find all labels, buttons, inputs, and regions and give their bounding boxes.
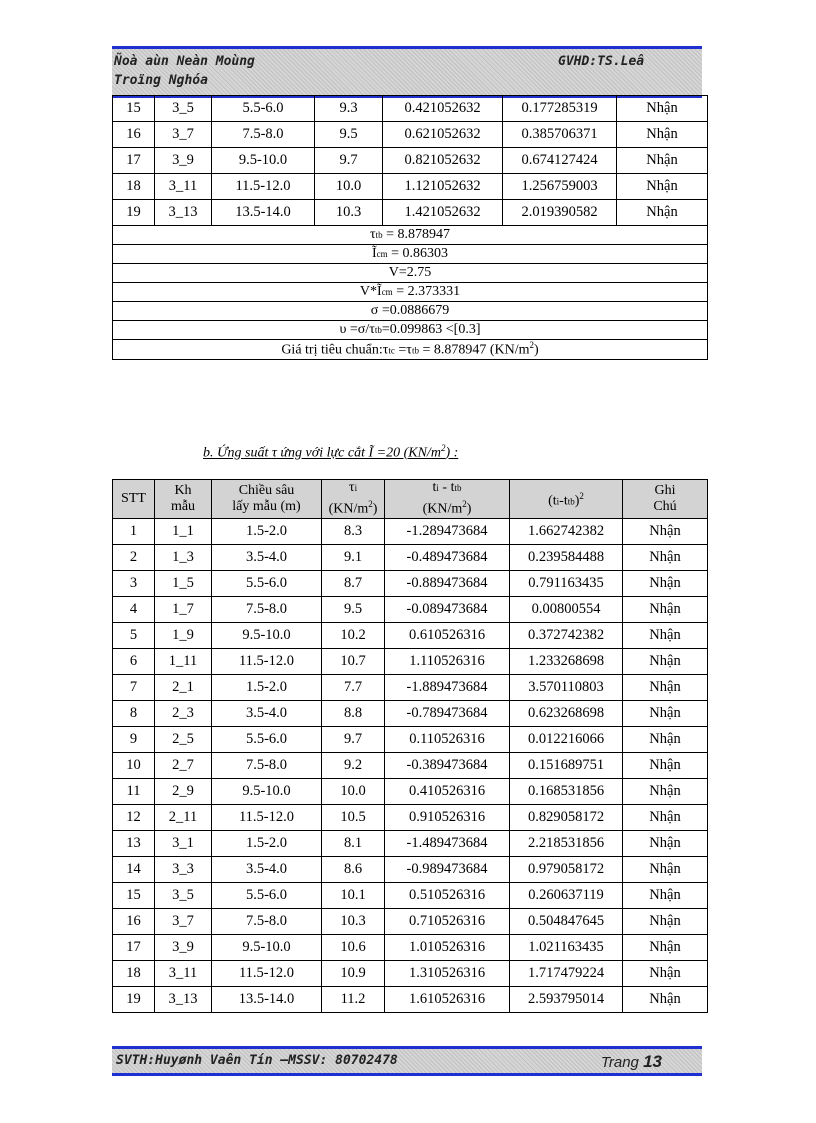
- page-footer: [112, 1046, 702, 1076]
- cell-depth: 5.5-6.0: [212, 726, 322, 752]
- cell-depth: 7.5-8.0: [212, 596, 322, 622]
- cell-depth: 9.5-10.0: [212, 934, 322, 960]
- cell-square: 0.504847645: [510, 908, 623, 934]
- table-row: [113, 622, 708, 648]
- cell-tau: 10.5: [322, 804, 385, 830]
- cell-sample: 3_11: [155, 960, 212, 986]
- cell-depth: 7.5-8.0: [212, 752, 322, 778]
- cell-stt: 13: [113, 830, 155, 856]
- cell-tau: 10.0: [322, 778, 385, 804]
- table-row: [113, 200, 708, 226]
- cell-tau: 8.1: [322, 830, 385, 856]
- cell-diff: -1.489473684: [385, 830, 510, 856]
- cell-sample: 1_7: [155, 596, 212, 622]
- header-course-title: Ñoà aùn Neàn Moùng: [114, 54, 255, 69]
- cell-square: 1.021163435: [510, 934, 623, 960]
- table-row: [113, 148, 708, 174]
- cell-tau: 8.7: [322, 570, 385, 596]
- cell-depth: 13.5-14.0: [212, 200, 315, 226]
- cell-sample: 3_7: [155, 908, 212, 934]
- col-header-note: Ghi Chú: [623, 480, 708, 519]
- cell-square: 0.829058172: [510, 804, 623, 830]
- table-shear-stress-body: [113, 518, 708, 1012]
- cell-depth: 9.5-10.0: [212, 778, 322, 804]
- header-instructor: GVHD:TS.Leâ: [558, 54, 645, 69]
- cell-tau: 9.3: [315, 96, 383, 122]
- cell-note: Nhận: [623, 882, 708, 908]
- cell-tau: 10.9: [322, 960, 385, 986]
- cell-tau: 9.1: [322, 544, 385, 570]
- cell-note: Nhận: [617, 96, 708, 122]
- cell-stt: 9: [113, 726, 155, 752]
- cell-sample: 2_11: [155, 804, 212, 830]
- table-row: [113, 648, 708, 674]
- table-row: [113, 518, 708, 544]
- cell-depth: 11.5-12.0: [212, 174, 315, 200]
- table-continuation: [112, 95, 708, 360]
- cell-depth: 5.5-6.0: [212, 882, 322, 908]
- cell-tau: 8.3: [322, 518, 385, 544]
- cell-diff: 0.410526316: [385, 778, 510, 804]
- cell-stt: 11: [113, 778, 155, 804]
- cell-stt: 16: [113, 908, 155, 934]
- cell-note: Nhận: [623, 856, 708, 882]
- cell-note: Nhận: [623, 570, 708, 596]
- cell-diff: 0.621052632: [383, 122, 503, 148]
- cell-sample: 3_9: [155, 934, 212, 960]
- summary-standard-value: Giá trị tiêu chuẩn:τtc =τtb = 8.878947 $(KN/m^2)$: [113, 340, 708, 360]
- cell-diff: 1.110526316: [385, 648, 510, 674]
- footer-page-number: Trang 13: [600, 1052, 662, 1071]
- cell-stt: 5: [113, 622, 155, 648]
- cell-note: Nhận: [623, 726, 708, 752]
- table-row: [113, 830, 708, 856]
- cell-note: Nhận: [623, 518, 708, 544]
- cell-note: Nhận: [623, 908, 708, 934]
- cell-sample: 2_1: [155, 674, 212, 700]
- cell-tau: 10.6: [322, 934, 385, 960]
- cell-diff: 1.610526316: [385, 986, 510, 1012]
- cell-note: Nhận: [623, 804, 708, 830]
- cell-tau: 10.2: [322, 622, 385, 648]
- cell-square: 1.256759003: [503, 174, 617, 200]
- cell-tau: 9.7: [315, 148, 383, 174]
- cell-diff: 0.821052632: [383, 148, 503, 174]
- cell-note: Nhận: [623, 778, 708, 804]
- summary-row: [113, 340, 708, 360]
- cell-depth: 13.5-14.0: [212, 986, 322, 1012]
- table-row: [113, 778, 708, 804]
- footer-student-info: SVTH:Huyønh Vaên Tín –MSSV: 80702478: [116, 1053, 398, 1068]
- cell-diff: -0.789473684: [385, 700, 510, 726]
- cell-tau: 9.5: [315, 122, 383, 148]
- table-continuation-body: [113, 96, 708, 360]
- cell-stt: 17: [113, 934, 155, 960]
- table-row: [113, 752, 708, 778]
- cell-sample: 1_1: [155, 518, 212, 544]
- cell-stt: 3: [113, 570, 155, 596]
- cell-depth: 7.5-8.0: [212, 122, 315, 148]
- cell-square: 1.662742382: [510, 518, 623, 544]
- cell-depth: 7.5-8.0: [212, 908, 322, 934]
- cell-stt: 18: [113, 174, 155, 200]
- col-header-stt: STT: [113, 480, 155, 519]
- cell-sample: 3_3: [155, 856, 212, 882]
- summary-nu: υ =σ/τtb=0.099863 <[0.3]: [113, 321, 708, 340]
- cell-depth: 5.5-6.0: [212, 570, 322, 596]
- summary-row: [113, 226, 708, 245]
- cell-stt: 16: [113, 122, 155, 148]
- cell-tau: 10.3: [315, 200, 383, 226]
- cell-sample: 3_7: [155, 122, 212, 148]
- cell-depth: 11.5-12.0: [212, 960, 322, 986]
- cell-note: Nhận: [617, 122, 708, 148]
- cell-depth: 1.5-2.0: [212, 830, 322, 856]
- cell-square: 2.218531856: [510, 830, 623, 856]
- cell-sample: 3_13: [155, 200, 212, 226]
- col-header-tau: τi $(KN/m^2)$: [322, 480, 385, 519]
- cell-diff: 0.421052632: [383, 96, 503, 122]
- cell-diff: 1.121052632: [383, 174, 503, 200]
- cell-stt: 7: [113, 674, 155, 700]
- cell-sample: 3_1: [155, 830, 212, 856]
- cell-sample: 3_13: [155, 986, 212, 1012]
- cell-sample: 3_5: [155, 96, 212, 122]
- table-row: [113, 934, 708, 960]
- cell-square: 1.233268698: [510, 648, 623, 674]
- summary-row: [113, 245, 708, 264]
- cell-diff: -0.989473684: [385, 856, 510, 882]
- cell-stt: 2: [113, 544, 155, 570]
- header-author: Troïng Nghóa: [114, 73, 208, 88]
- cell-note: Nhận: [623, 544, 708, 570]
- table-row: [113, 674, 708, 700]
- cell-depth: 1.5-2.0: [212, 518, 322, 544]
- cell-square: 0.151689751: [510, 752, 623, 778]
- cell-stt: 10: [113, 752, 155, 778]
- cell-sample: 2_5: [155, 726, 212, 752]
- cell-stt: 4: [113, 596, 155, 622]
- cell-depth: 9.5-10.0: [212, 622, 322, 648]
- table-row: [113, 122, 708, 148]
- cell-diff: -0.489473684: [385, 544, 510, 570]
- cell-square: 2.593795014: [510, 986, 623, 1012]
- table-row: [113, 856, 708, 882]
- table-row: [113, 908, 708, 934]
- cell-square: 0.979058172: [510, 856, 623, 882]
- cell-tau: 10.0: [315, 174, 383, 200]
- cell-depth: 11.5-12.0: [212, 804, 322, 830]
- cell-stt: 17: [113, 148, 155, 174]
- page-header: [112, 46, 702, 98]
- summary-icm: Ĩcm = 0.86303: [113, 245, 708, 264]
- cell-diff: -0.089473684: [385, 596, 510, 622]
- cell-note: Nhận: [623, 596, 708, 622]
- table-header-row: [113, 480, 708, 519]
- cell-square: 0.385706371: [503, 122, 617, 148]
- cell-note: Nhận: [617, 200, 708, 226]
- cell-tau: 11.2: [322, 986, 385, 1012]
- table-row: [113, 596, 708, 622]
- summary-row: [113, 302, 708, 321]
- cell-sample: 1_11: [155, 648, 212, 674]
- section-caption: b. Ứng suất τ ứng với lực cắt Ĩ =20 $(KN/m^2)$ :: [203, 443, 459, 461]
- cell-note: Nhận: [623, 830, 708, 856]
- cell-note: Nhận: [623, 648, 708, 674]
- cell-note: Nhận: [623, 700, 708, 726]
- summary-sigma: σ =0.0886679: [113, 302, 708, 321]
- col-header-depth: Chiều sâu lấy mẫu (m): [212, 480, 322, 519]
- table-row: [113, 700, 708, 726]
- summary-row: [113, 283, 708, 302]
- cell-note: Nhận: [623, 752, 708, 778]
- cell-tau: 10.1: [322, 882, 385, 908]
- cell-square: 0.674127424: [503, 148, 617, 174]
- cell-diff: 1.421052632: [383, 200, 503, 226]
- cell-square: 0.239584488: [510, 544, 623, 570]
- cell-depth: 9.5-10.0: [212, 148, 315, 174]
- table-row: [113, 726, 708, 752]
- table-row: [113, 804, 708, 830]
- table-row: [113, 986, 708, 1012]
- cell-square: 0.623268698: [510, 700, 623, 726]
- cell-sample: 2_3: [155, 700, 212, 726]
- cell-depth: 11.5-12.0: [212, 648, 322, 674]
- cell-square: 0.00800554: [510, 596, 623, 622]
- cell-stt: 18: [113, 960, 155, 986]
- cell-tau: 10.7: [322, 648, 385, 674]
- summary-v-icm: V*Ĩcm = 2.373331: [113, 283, 708, 302]
- cell-sample: 2_7: [155, 752, 212, 778]
- cell-diff: -1.289473684: [385, 518, 510, 544]
- cell-square: 0.791163435: [510, 570, 623, 596]
- cell-stt: 6: [113, 648, 155, 674]
- cell-tau: 8.6: [322, 856, 385, 882]
- cell-sample: 1_9: [155, 622, 212, 648]
- table-row: [113, 174, 708, 200]
- cell-note: Nhận: [623, 622, 708, 648]
- cell-square: 2.019390582: [503, 200, 617, 226]
- cell-sample: 3_11: [155, 174, 212, 200]
- cell-diff: -0.389473684: [385, 752, 510, 778]
- cell-depth: 3.5-4.0: [212, 544, 322, 570]
- summary-v: V=2.75: [113, 264, 708, 283]
- cell-square: 0.168531856: [510, 778, 623, 804]
- cell-note: Nhận: [617, 148, 708, 174]
- table-row: [113, 882, 708, 908]
- cell-square: 1.717479224: [510, 960, 623, 986]
- cell-sample: 1_5: [155, 570, 212, 596]
- table-row: [113, 96, 708, 122]
- cell-diff: -0.889473684: [385, 570, 510, 596]
- cell-stt: 19: [113, 200, 155, 226]
- cell-stt: 19: [113, 986, 155, 1012]
- cell-tau: 9.5: [322, 596, 385, 622]
- cell-note: Nhận: [623, 986, 708, 1012]
- table-row: [113, 570, 708, 596]
- col-header-diff: ti - ttb $(KN/m^2)$: [385, 480, 510, 519]
- cell-sample: 1_3: [155, 544, 212, 570]
- cell-tau: 7.7: [322, 674, 385, 700]
- table-shear-stress: [112, 479, 708, 1013]
- cell-stt: 15: [113, 96, 155, 122]
- summary-tau-tb: τtb = 8.878947: [113, 226, 708, 245]
- cell-diff: 0.110526316: [385, 726, 510, 752]
- cell-diff: 1.010526316: [385, 934, 510, 960]
- cell-stt: 8: [113, 700, 155, 726]
- cell-tau: 9.7: [322, 726, 385, 752]
- cell-square: 0.372742382: [510, 622, 623, 648]
- cell-stt: 12: [113, 804, 155, 830]
- cell-note: Nhận: [623, 960, 708, 986]
- cell-diff: 1.310526316: [385, 960, 510, 986]
- cell-note: Nhận: [617, 174, 708, 200]
- summary-row: [113, 264, 708, 283]
- cell-tau: 8.8: [322, 700, 385, 726]
- cell-stt: 1: [113, 518, 155, 544]
- cell-tau: 9.2: [322, 752, 385, 778]
- cell-square: 3.570110803: [510, 674, 623, 700]
- cell-square: 0.177285319: [503, 96, 617, 122]
- cell-sample: 3_5: [155, 882, 212, 908]
- cell-sample: 2_9: [155, 778, 212, 804]
- cell-depth: 3.5-4.0: [212, 856, 322, 882]
- cell-diff: 0.710526316: [385, 908, 510, 934]
- cell-depth: 3.5-4.0: [212, 700, 322, 726]
- col-header-sample: Kh mẫu: [155, 480, 212, 519]
- cell-note: Nhận: [623, 934, 708, 960]
- cell-tau: 10.3: [322, 908, 385, 934]
- col-header-square: $(ti-ttb)^2$: [510, 480, 623, 519]
- cell-diff: 0.510526316: [385, 882, 510, 908]
- cell-diff: 0.910526316: [385, 804, 510, 830]
- summary-row: [113, 321, 708, 340]
- cell-sample: 3_9: [155, 148, 212, 174]
- cell-square: 0.012216066: [510, 726, 623, 752]
- cell-square: 0.260637119: [510, 882, 623, 908]
- table-row: [113, 960, 708, 986]
- cell-stt: 15: [113, 882, 155, 908]
- cell-depth: 1.5-2.0: [212, 674, 322, 700]
- cell-diff: 0.610526316: [385, 622, 510, 648]
- cell-depth: 5.5-6.0: [212, 96, 315, 122]
- cell-diff: -1.889473684: [385, 674, 510, 700]
- table-row: [113, 544, 708, 570]
- cell-stt: 14: [113, 856, 155, 882]
- cell-note: Nhận: [623, 674, 708, 700]
